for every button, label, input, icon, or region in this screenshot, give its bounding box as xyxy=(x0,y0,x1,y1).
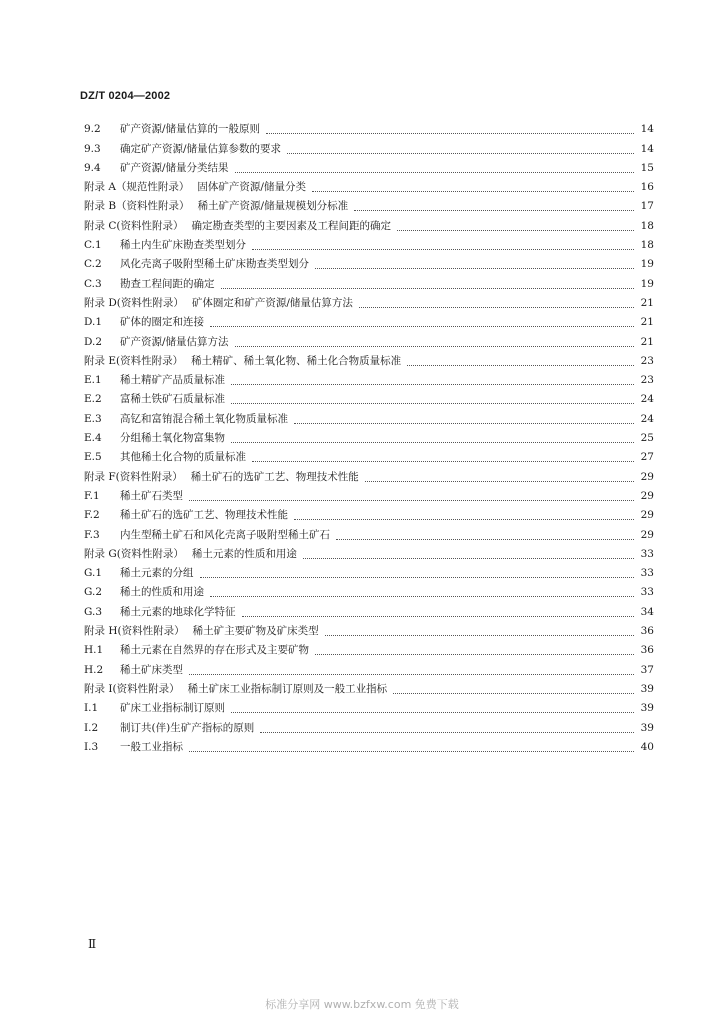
toc-entry-title: 稀土矿石的选矿工艺、物理技术性能 xyxy=(120,509,288,522)
toc-entry[interactable] xyxy=(84,641,654,660)
toc-entry-title: 一般工业指标 xyxy=(120,740,183,753)
toc-entry[interactable] xyxy=(84,525,654,544)
toc-entry-page: 25 xyxy=(640,432,654,445)
watermark-text: 标准分享网 www.bzfxw.com 免费下载 xyxy=(265,998,459,1011)
toc-entry[interactable] xyxy=(84,409,654,428)
toc-entry[interactable] xyxy=(84,448,654,467)
toc-entry-number: H.2 xyxy=(84,663,104,676)
toc-entry[interactable] xyxy=(84,545,654,564)
toc-entry-page: 33 xyxy=(640,586,654,599)
toc-dot-leader xyxy=(235,345,634,347)
toc-entry-number: C.2 xyxy=(84,258,102,271)
toc-entry[interactable] xyxy=(84,197,654,216)
toc-entry-title: 风化壳离子吸附型稀土矿床勘查类型划分 xyxy=(120,258,309,271)
toc-dot-leader xyxy=(312,190,634,192)
toc-entry-page: 27 xyxy=(640,451,654,464)
toc-entry-title: 矿体圈定和矿产资源/储量估算方法 xyxy=(191,296,353,309)
toc-dot-leader xyxy=(287,152,634,154)
toc-entry-number: D.1 xyxy=(84,316,103,329)
toc-entry-page: 34 xyxy=(640,605,654,618)
toc-entry[interactable] xyxy=(84,352,654,371)
toc-entry[interactable] xyxy=(84,699,654,718)
toc-entry-page: 36 xyxy=(640,644,654,657)
toc-dot-leader xyxy=(221,287,635,289)
toc-entry[interactable] xyxy=(84,429,654,448)
toc-entry-number: 9.3 xyxy=(84,142,101,155)
toc-entry-title: 稀土矿床类型 xyxy=(120,663,183,676)
toc-dot-leader xyxy=(393,692,634,694)
toc-entry[interactable] xyxy=(84,120,654,139)
toc-entry[interactable] xyxy=(84,274,654,293)
toc-entry-number: 附录 I(资料性附录） xyxy=(84,682,180,695)
toc-entry-page: 15 xyxy=(640,161,654,174)
toc-entry-page: 33 xyxy=(640,547,654,560)
toc-dot-leader xyxy=(235,171,634,173)
toc-dot-leader xyxy=(189,499,634,501)
toc-entry-number: C.3 xyxy=(84,277,102,290)
toc-entry[interactable] xyxy=(84,178,654,197)
toc-entry-number: F.1 xyxy=(84,489,100,502)
toc-entry-title: 确定勘查类型的主要因素及工程间距的确定 xyxy=(191,219,391,232)
toc-entry-number: 附录 D(资料性附录） xyxy=(84,296,184,309)
toc-dot-leader xyxy=(252,460,634,462)
toc-entry[interactable] xyxy=(84,583,654,602)
table-of-contents xyxy=(84,120,654,757)
toc-entry[interactable] xyxy=(84,255,654,274)
toc-entry-number: F.3 xyxy=(84,528,100,541)
toc-entry-title: 其他稀土化合物的质量标准 xyxy=(120,451,246,464)
toc-dot-leader xyxy=(242,615,635,617)
toc-entry-title: 矿体的圈定和连接 xyxy=(120,316,204,329)
toc-entry-number: 附录 C(资料性附录） xyxy=(84,219,184,232)
toc-entry-number: E.3 xyxy=(84,412,102,425)
toc-entry-number: 附录 B（资料性附录） xyxy=(84,200,190,213)
toc-entry-title: 稀土内生矿床勘查类型划分 xyxy=(120,239,246,252)
toc-entry-number: 9.2 xyxy=(84,123,101,136)
toc-dot-leader xyxy=(189,750,634,752)
toc-entry[interactable] xyxy=(84,216,654,235)
toc-dot-leader xyxy=(231,711,634,713)
toc-entry-number: D.2 xyxy=(84,335,103,348)
toc-entry-page: 18 xyxy=(640,239,654,252)
toc-entry-number: C.1 xyxy=(84,239,102,252)
toc-entry-title: 高钇和富铕混合稀土氧化物质量标准 xyxy=(120,412,288,425)
toc-dot-leader xyxy=(189,673,634,675)
toc-dot-leader xyxy=(325,634,634,636)
toc-entry-title: 富稀土铁矿石质量标准 xyxy=(120,393,225,406)
toc-entry-title: 稀土矿产资源/储量规模划分标准 xyxy=(197,200,349,213)
toc-dot-leader xyxy=(354,209,634,211)
toc-entry-title: 分组稀土氧化物富集物 xyxy=(120,432,225,445)
toc-entry-title: 稀土精矿、稀土氧化物、稀土化合物质量标准 xyxy=(191,354,402,367)
toc-dot-leader xyxy=(231,383,634,385)
toc-dot-leader xyxy=(359,306,634,308)
toc-entry-page: 39 xyxy=(640,721,654,734)
toc-entry-title: 稀土矿石类型 xyxy=(120,489,183,502)
toc-entry-number: E.5 xyxy=(84,451,102,464)
toc-entry-number: 附录 F(资料性附录） xyxy=(84,470,183,483)
toc-entry-page: 23 xyxy=(640,354,654,367)
toc-entry-title: 勘查工程间距的确定 xyxy=(120,277,215,290)
toc-entry-number: F.2 xyxy=(84,509,100,522)
toc-entry-page: 18 xyxy=(640,219,654,232)
toc-dot-leader xyxy=(315,653,634,655)
toc-entry-number: 附录 H(资料性附录） xyxy=(84,625,185,638)
toc-dot-leader xyxy=(231,441,634,443)
toc-entry-page: 29 xyxy=(640,528,654,541)
toc-entry[interactable] xyxy=(84,506,654,525)
toc-entry-title: 稀土的性质和用途 xyxy=(120,586,204,599)
toc-entry-page: 21 xyxy=(640,296,654,309)
toc-entry-title: 稀土元素的性质和用途 xyxy=(191,547,297,560)
toc-entry-title: 矿产资源/储量分类结果 xyxy=(120,161,229,174)
toc-entry-page: 19 xyxy=(640,277,654,290)
toc-dot-leader xyxy=(397,229,634,231)
toc-dot-leader xyxy=(336,538,634,540)
toc-dot-leader xyxy=(294,518,634,520)
toc-entry-title: 矿床工业指标制订原则 xyxy=(120,702,225,715)
toc-entry[interactable] xyxy=(84,622,654,641)
toc-entry[interactable] xyxy=(84,602,654,621)
toc-entry-title: 固体矿产资源/储量分类 xyxy=(197,181,306,194)
toc-entry-title: 内生型稀土矿石和风化壳离子吸附型稀土矿石 xyxy=(120,528,330,541)
toc-entry-number: G.3 xyxy=(84,605,103,618)
toc-entry-page: 29 xyxy=(640,489,654,502)
toc-entry-number: 9.4 xyxy=(84,161,101,174)
toc-dot-leader xyxy=(210,595,634,597)
toc-entry-number: G.1 xyxy=(84,567,103,580)
toc-dot-leader xyxy=(260,731,634,733)
toc-entry[interactable] xyxy=(84,718,654,737)
toc-entry-title: 制订共(伴)生矿产指标的原则 xyxy=(120,721,255,734)
toc-entry-number: I.1 xyxy=(84,702,99,715)
toc-dot-leader xyxy=(303,557,634,559)
toc-entry[interactable] xyxy=(84,294,654,313)
toc-entry[interactable] xyxy=(84,467,654,486)
toc-dot-leader xyxy=(365,480,634,482)
toc-entry-page: 29 xyxy=(640,470,654,483)
toc-entry[interactable] xyxy=(84,159,654,178)
toc-entry[interactable] xyxy=(84,236,654,255)
toc-entry-page: 33 xyxy=(640,567,654,580)
toc-entry-number: E.1 xyxy=(84,374,102,387)
toc-entry-page: 29 xyxy=(640,509,654,522)
toc-entry-title: 矿产资源/储量估算的一般原则 xyxy=(120,123,261,136)
toc-dot-leader xyxy=(407,364,634,366)
toc-entry-page: 19 xyxy=(640,258,654,271)
toc-entry-title: 稀土元素的地球化学特征 xyxy=(120,605,236,618)
toc-entry[interactable] xyxy=(84,332,654,351)
toc-entry-page: 23 xyxy=(640,374,654,387)
toc-entry-number: I.3 xyxy=(84,740,99,753)
toc-dot-leader xyxy=(315,267,634,269)
toc-entry-page: 39 xyxy=(640,702,654,715)
toc-entry-page: 37 xyxy=(640,663,654,676)
toc-dot-leader xyxy=(294,422,634,424)
toc-dot-leader xyxy=(252,248,634,250)
toc-entry[interactable] xyxy=(84,660,654,679)
toc-entry-page: 17 xyxy=(640,200,654,213)
toc-entry-page: 21 xyxy=(640,335,654,348)
toc-entry-number: H.1 xyxy=(84,644,104,657)
toc-entry-title: 稀土矿主要矿物及矿床类型 xyxy=(192,625,319,638)
toc-entry[interactable] xyxy=(84,371,654,390)
toc-entry-page: 14 xyxy=(640,142,654,155)
toc-entry[interactable] xyxy=(84,738,654,757)
toc-dot-leader xyxy=(266,132,634,134)
toc-dot-leader xyxy=(200,576,635,578)
toc-entry-number: I.2 xyxy=(84,721,99,734)
toc-entry-page: 39 xyxy=(640,682,654,695)
toc-entry-number: E.2 xyxy=(84,393,102,406)
toc-entry-page: 24 xyxy=(640,412,654,425)
toc-entry-page: 40 xyxy=(640,740,654,753)
toc-entry-title: 稀土精矿产品质量标准 xyxy=(120,374,225,387)
toc-entry[interactable] xyxy=(84,313,654,332)
toc-entry[interactable] xyxy=(84,390,654,409)
toc-entry-number: 附录 A（规范性附录） xyxy=(84,181,190,194)
toc-entry-title: 稀土元素在自然界的存在形式及主要矿物 xyxy=(120,644,309,657)
toc-entry-title: 矿产资源/储量估算方法 xyxy=(120,335,229,348)
document-code: DZ/T 0204—2002 xyxy=(80,90,171,102)
toc-entry-number: E.4 xyxy=(84,432,102,445)
toc-entry-page: 24 xyxy=(640,393,654,406)
toc-entry-number: 附录 E(资料性附录） xyxy=(84,354,184,367)
toc-entry[interactable] xyxy=(84,139,654,158)
toc-entry[interactable] xyxy=(84,680,654,699)
toc-entry-title: 稀土矿床工业指标制订原则及一般工业指标 xyxy=(187,682,388,695)
page-number: Ⅱ xyxy=(88,937,97,951)
toc-entry-title: 稀土矿石的选矿工艺、物理技术性能 xyxy=(190,470,359,483)
toc-entry[interactable] xyxy=(84,564,654,583)
toc-entry-title: 稀土元素的分组 xyxy=(120,567,194,580)
toc-dot-leader xyxy=(231,402,634,404)
toc-entry-page: 14 xyxy=(640,123,654,136)
toc-entry-page: 21 xyxy=(640,316,654,329)
toc-entry[interactable] xyxy=(84,487,654,506)
toc-dot-leader xyxy=(210,325,634,327)
toc-entry-title: 确定矿产资源/储量估算参数的要求 xyxy=(120,142,282,155)
toc-entry-page: 36 xyxy=(640,625,654,638)
toc-entry-number: 附录 G(资料性附录） xyxy=(84,547,184,560)
toc-entry-number: G.2 xyxy=(84,586,103,599)
toc-entry-page: 16 xyxy=(640,181,654,194)
